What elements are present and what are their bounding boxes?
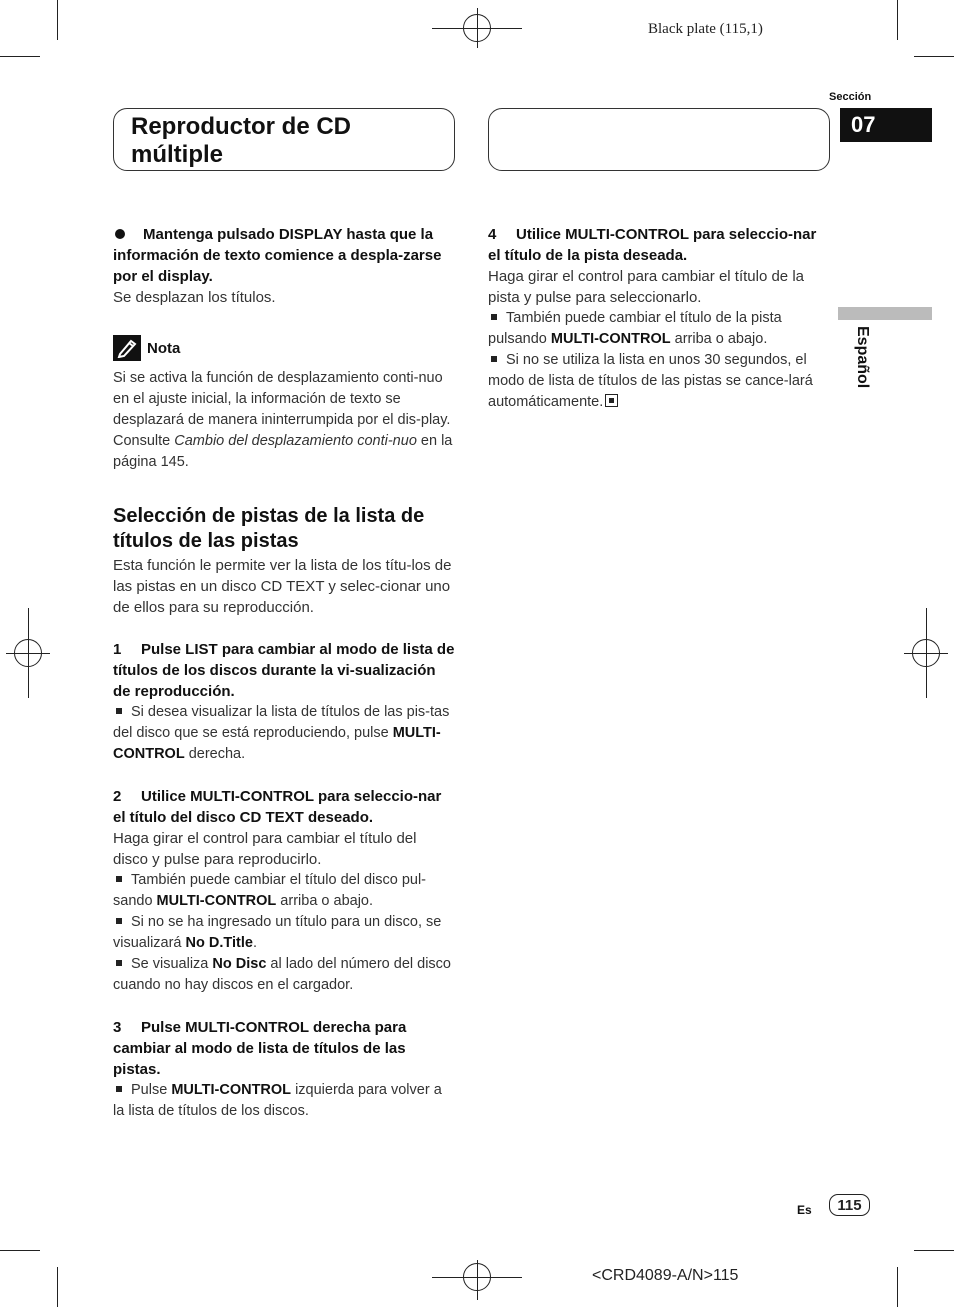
end-of-section-icon <box>605 394 618 407</box>
note-bold-part: No Disc <box>212 956 267 972</box>
square-bullet-icon <box>116 918 122 924</box>
note-bold-part: No D.Title <box>185 935 253 951</box>
step-4-note-1 <box>488 308 830 350</box>
step-3-note-1 <box>113 1080 455 1122</box>
left-column <box>113 224 455 1122</box>
crop-mark <box>914 1250 954 1251</box>
bullet-result: Se desplazan los títulos. <box>113 289 276 306</box>
note-text-part: al lado del número del disco cuando no hay discos en el cargador. <box>113 956 451 993</box>
step-number: 2 <box>113 788 122 805</box>
bullet-instruction-text: Mantenga pulsado DISPLAY hasta que la información de texto comience a despla-zarse por el display. <box>113 226 442 285</box>
section-heading: Selección de pistas de la lista de títulos de las pistas <box>113 505 425 552</box>
square-bullet-icon <box>116 1086 122 1092</box>
note-text-part: Si no se utiliza la lista en unos 30 segundos, el modo de lista de títulos de las pistas se cance-lará automáticamente. <box>488 352 813 410</box>
bullet-dot-icon <box>115 229 125 239</box>
note-text-part: Pulse <box>131 1082 172 1098</box>
step-number: 3 <box>113 1019 122 1036</box>
note-text-part: arriba o abajo. <box>670 331 768 347</box>
note-block <box>113 335 455 473</box>
section-intro: Esta función le permite ver la lista de los títu-los de las pistas en un disco CD TEXT y selec-cionar uno de ellos para su reproducción. <box>113 557 452 616</box>
crop-mark <box>57 1267 58 1307</box>
note-header <box>113 335 455 361</box>
step-text: Utilice MULTI-CONTROL para seleccio-nar el título del disco CD TEXT deseado. <box>113 788 442 826</box>
step-4-body: Haga girar el control para cambiar el título de la pista y pulse para seleccionarlo. <box>488 268 804 306</box>
step-number: 4 <box>488 226 497 243</box>
registration-mark <box>912 639 940 667</box>
note-reference: Cambio del desplazamiento conti-nuo <box>174 433 417 449</box>
step-2 <box>113 786 455 828</box>
note-text-part: en la página 145. <box>113 433 453 470</box>
step-2-body: Haga girar el control para cambiar el título del disco y pulse para reproducirlo. <box>113 830 417 868</box>
note-text-part: También puede cambiar el título de la pista pulsando <box>488 310 782 347</box>
note-bold-part: MULTI-CONTROL <box>156 893 277 909</box>
registration-mark <box>463 1263 491 1291</box>
registration-mark <box>14 639 42 667</box>
language-side-label: Español <box>854 326 871 389</box>
note-bold-part: MULTI-CONTROL <box>171 1082 292 1098</box>
note-text-part: derecha. <box>184 746 246 762</box>
step-2-note-2 <box>113 912 455 954</box>
crop-mark <box>914 56 954 57</box>
note-bold-part: MULTI-CONTROL <box>550 331 671 347</box>
note-label: Nota <box>147 339 181 357</box>
square-bullet-icon <box>116 960 122 966</box>
square-bullet-icon <box>116 708 122 714</box>
square-bullet-icon <box>491 356 497 362</box>
step-text: Utilice MULTI-CONTROL para seleccio-nar el título de la pista deseada. <box>488 226 817 264</box>
note-text-part: Se visualiza <box>131 956 213 972</box>
step-4-note-2 <box>488 350 830 413</box>
step-2-note-3 <box>113 954 455 996</box>
crop-mark <box>57 0 58 40</box>
step-3 <box>113 1017 455 1080</box>
section-label: Sección <box>829 91 872 103</box>
chapter-title-line: Reproductor de CD <box>131 113 352 140</box>
step-text: Pulse MULTI-CONTROL derecha para cambiar al modo de lista de títulos de las pistas. <box>113 1019 407 1078</box>
step-1 <box>113 639 455 702</box>
step-4 <box>488 224 830 266</box>
bullet-instruction <box>113 224 455 287</box>
step-text: Pulse LIST para cambiar al modo de lista de títulos de los discos durante la vi-sualización de reproducción. <box>113 641 455 700</box>
right-column <box>488 224 830 413</box>
language-code: Es <box>797 1203 812 1217</box>
step-number: 1 <box>113 641 122 658</box>
note-text-part: izquierda para volver a la lista de títulos de los discos. <box>113 1082 442 1119</box>
crop-mark <box>0 1250 40 1251</box>
note-text-part: También puede cambiar el título del disco pul-sando <box>113 872 426 909</box>
step-2-note-1 <box>113 870 455 912</box>
note-bold-part: MULTI-CONTROL <box>113 725 441 762</box>
note-text-part: Si no se ha ingresado un título para un disco, se visualizará <box>113 914 442 951</box>
chapter-title-line: múltiple <box>131 141 224 168</box>
crop-mark <box>897 0 898 40</box>
crop-mark <box>897 1267 898 1307</box>
document-code: <CRD4089-A/N>115 <box>592 1267 739 1284</box>
square-bullet-icon <box>491 314 497 320</box>
header-blank-box <box>488 108 830 171</box>
note-text <box>113 368 455 473</box>
registration-mark <box>463 14 491 42</box>
note-text-part: arriba o abajo. <box>276 893 374 909</box>
section-number-badge: 07 <box>840 108 932 142</box>
language-tab-bar <box>838 307 932 320</box>
note-text-part: Si se activa la función de desplazamiento conti-nuo en el ajuste inicial, la información de texto se desplazará de manera ininterrumpida por el dis-play. Consulte <box>113 370 451 449</box>
crop-mark <box>0 56 40 57</box>
plate-label: Black plate (115,1) <box>648 21 763 37</box>
step-1-note-1 <box>113 702 455 765</box>
note-text-part: Si desea visualizar la lista de títulos de las pis-tas del disco que se está reproduciendo, pulse <box>113 704 450 741</box>
pencil-note-icon <box>113 335 141 361</box>
note-text-part: . <box>252 935 257 951</box>
square-bullet-icon <box>116 876 122 882</box>
chapter-title <box>114 109 454 169</box>
page-number: 115 <box>829 1194 870 1216</box>
chapter-title-box <box>113 108 455 171</box>
